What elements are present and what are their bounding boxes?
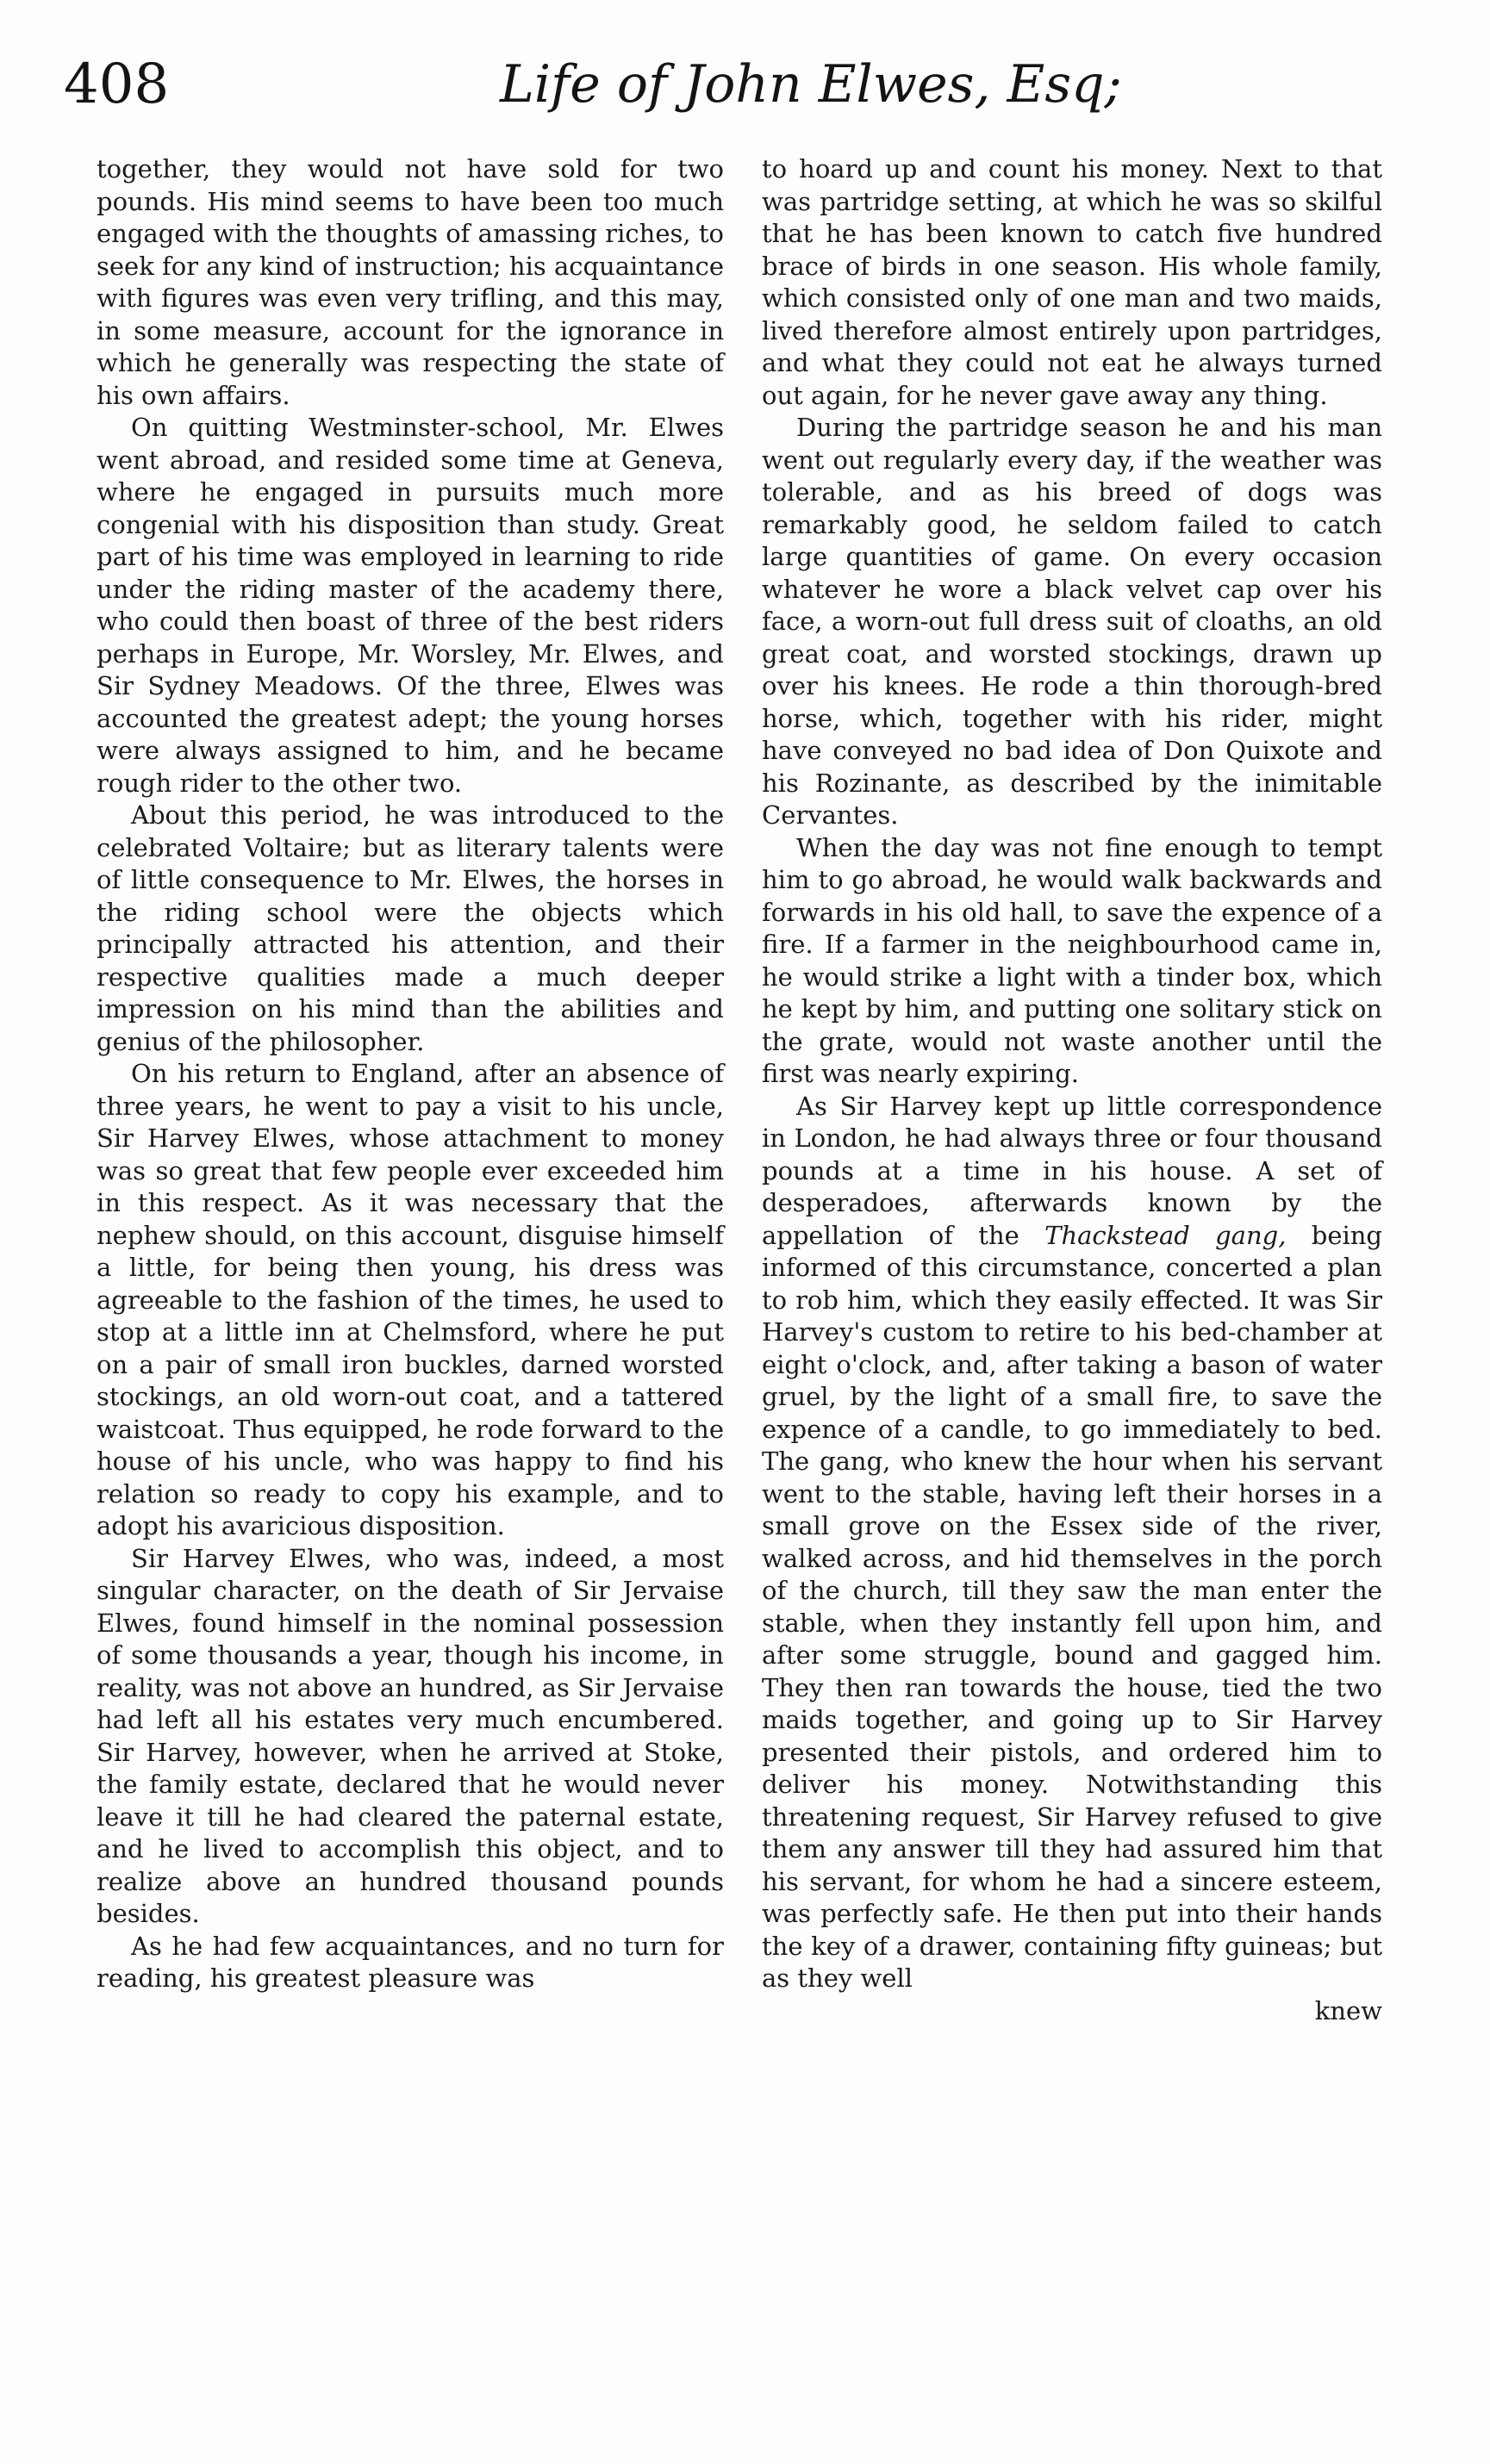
right-paragraph-4-start: As Sir Harvey kept up little correspondence in London, he had always three or four thousand pounds at a time in his house. A set of desperadoes, afterwards known by the appellation of the [762,1091,1382,1250]
left-paragraph-4: On his return to England, after an absence of three years, he went to pay a visit to his uncle, Sir Harvey Elwes, whose attachment to money was so great that few people ever exceeded him in this respect. As it was necessary that the nephew should, on this account, disguise himself a little, for being then young, his dress was agreeable to the fashion of the times, he used to stop at a little inn at Chelmsford, where he put on a pair of small iron buckles, darned worsted stockings, an old worn-out coat, and a tattered waistcoat. Thus equipped, he rode forward to the house of his uncle, who was happy to find his relation so ready to copy his example, and to adopt his avaricious disposition. [97,1059,724,1540]
left-paragraph-3: About this period, he was introduced to the celebrated Voltaire; but as literary talents were of little consequence to Mr. Elwes, the horses in the riding school were the objects which principally attracted his attention, and their respective qualities made a much deeper impression on his mind than the abilities and genius of the philosopher. [97,800,724,1056]
left-paragraph-1: together, they would not have sold for two pounds. His mind seems to have been too much engaged with the thoughts of amassing riches, to seek for any kind of instruction; his acquaintance with figures was even very trifling, and this may, in some measure, account for the ignorance in which he generally was respecting the state of his own affairs. [97,154,724,410]
running-title: Life of John Elwes, Esq; [500,54,1122,115]
right-paragraph-3: When the day was not fine enough to tempt him to go abroad, he would walk backwards and forwards in his old hall, to save the expence of a fire. If a farmer in the neighbourhood came in, he would strike a light with a tinder box, which he kept by him, and putting one solitary stick on the grate, would not waste another until the first was nearly expiring. [762,832,1382,1088]
gang-name-italic: Thackstead gang, [1044,1220,1287,1250]
page-number: 408 [64,53,170,116]
right-column [762,153,1382,2411]
right-paragraph-4-end: being informed of this circumstance, concerted a plan to rob him, which they easily effected. It was Sir Harvey's custom to retire to his bed-chamber at eight o'clock, and, after taking a bason of water gruel, by the light of a small fire, to save the expence of a candle, to go immediately to bed. The gang, who knew the hour when his servant went to the stable, having left their horses in a small grove on the Essex side of the river, walked across, and hid themselves in the porch of the church, till they saw the man enter the stable, when they instantly fell upon him, and after some struggle, bound and gagged him. They then ran towards the house, tied the two maids together, and going up to Sir Harvey presented their pistols, and ordered him to deliver his money. Notwithstanding this threatening request, Sir Harvey refused to give them any answer till they had assured him that his servant, for whom he had a sincere esteem, was perfectly safe. He then put into their hands the key of a drawer, containing fifty guineas; but as they well [762,1220,1382,1993]
right-paragraph-2: During the partridge season he and his man went out regularly every day, if the weather was tolerable, and as his breed of dogs was remarkably good, he seldom failed to catch large quantities of game. On every occasion whatever he wore a black velvet cap over his face, a worn-out full dress suit of cloaths, an old great coat, and worsted stockings, drawn up over his knees. He rode a thin thorough-bred horse, which, together with his rider, might have conveyed no bad idea of Don Quixote and his Rozinante, as described by the inimitable Cervantes. [762,413,1382,830]
left-paragraph-2: On quitting Westminster-school, Mr. Elwes went abroad, and resided some time at Geneva, where he engaged in pursuits much more congenial with his disposition than study. Great part of his time was employed in learning to ride under the riding master of the academy there, who could then boast of three of the best riders perhaps in Europe, Mr. Worsley, Mr. Elwes, and Sir Sydney Meadows. Of the three, Elwes was accounted the greatest adept; the young horses were always assigned to him, and he became rough rider to the other two. [97,413,724,798]
right-paragraph-4 [762,1091,1382,1995]
right-paragraph-1: to hoard up and count his money. Next to that was partridge setting, at which he was so skilful that he has been known to catch five hundred brace of birds in one season. His whole family, which consisted only of one man and two maids, lived therefore almost entirely upon partridges, and what they could not eat he always turned out again, for he never gave away any thing. [762,154,1382,410]
left-paragraph-6: As he had few acquaintances, and no turn for reading, his greatest pleasure was [97,1931,724,1993]
left-paragraph-5: Sir Harvey Elwes, who was, indeed, a most singular character, on the death of Sir Jervaise Elwes, found himself in the nominal possession of some thousands a year, though his income, in reality, was not above an hundred, as Sir Jervaise had left all his estates very much encumbered. Sir Harvey, however, when he arrived at Stoke, the family estate, declared that he would never leave it till he had cleared the paternal estate, and he lived to accomplish this object, and to realize above an hundred thousand pounds besides. [97,1543,724,1928]
left-column [97,153,724,2411]
page-header [60,41,1405,128]
catchword: knew [1314,1995,1382,2025]
